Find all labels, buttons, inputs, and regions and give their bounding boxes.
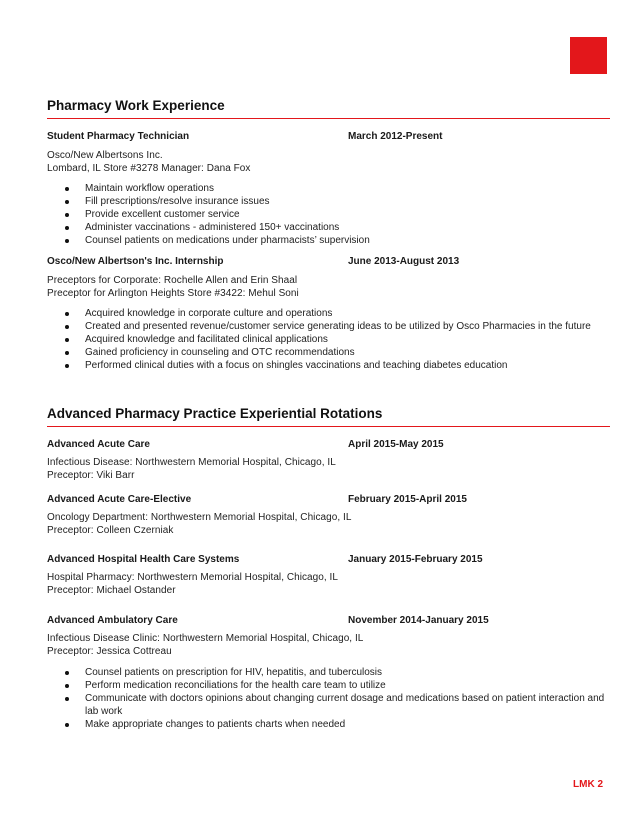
entry-header <box>47 614 610 628</box>
entry-date: June 2013-August 2013 <box>348 256 460 267</box>
bullet-icon <box>65 697 69 701</box>
entry-acute-care-elective <box>47 493 610 537</box>
entry-student-pharmacy-technician <box>47 130 610 247</box>
decorative-red-square <box>570 37 607 74</box>
bullet-icon <box>65 226 69 230</box>
entry-header <box>47 493 610 507</box>
list-item: Administer vaccinations - administered 150+ vaccinations <box>47 221 610 234</box>
entry-line: Preceptors for Corporate: Rochelle Allen and Erin Shaal <box>47 275 298 286</box>
bullet-icon <box>65 723 69 727</box>
list-item: Gained proficiency in counseling and OTC recommendations <box>47 346 610 359</box>
bullet-list <box>47 307 610 372</box>
list-item: Counsel patients on prescription for HIV, hepatitis, and tuberculosis <box>47 666 610 679</box>
entry-line: Infectious Disease Clinic: Northwestern Memorial Hospital, Chicago, IL <box>47 633 364 644</box>
entry-line: Preceptor: Michael Ostander <box>47 585 176 596</box>
entry-role: Student Pharmacy Technician <box>47 131 190 142</box>
list-item: Counsel patients on medications under pharmacists’ supervision <box>47 234 610 247</box>
entry-header <box>47 255 610 269</box>
section-pharmacy-work-experience <box>47 97 610 119</box>
entry-ambulatory-care <box>47 614 610 731</box>
list-item: Fill prescriptions/resolve insurance issues <box>47 195 610 208</box>
entry-line: Preceptor: Jessica Cottreau <box>47 646 172 657</box>
list-item: Provide excellent customer service <box>47 208 610 221</box>
entry-date: March 2012-Present <box>348 131 443 142</box>
entry-role: Advanced Acute Care <box>47 439 150 450</box>
entry-line: Infectious Disease: Northwestern Memorial Hospital, Chicago, IL <box>47 457 336 468</box>
list-item: Perform medication reconciliations for the health care team to utilize <box>47 679 610 692</box>
section-divider <box>47 426 610 427</box>
entry-internship <box>47 255 610 372</box>
entry-header <box>47 130 610 144</box>
entry-role: Advanced Hospital Health Care Systems <box>47 554 240 565</box>
entry-date: April 2015-May 2015 <box>348 439 444 450</box>
entry-role: Advanced Acute Care-Elective <box>47 494 192 505</box>
list-item: Acquired knowledge and facilitated clinical applications <box>47 333 610 346</box>
entry-header <box>47 438 610 452</box>
list-item: Communicate with doctors opinions about changing current dosage and medications based on patient interaction and lab work <box>47 692 610 718</box>
entry-line: Preceptor for Arlington Heights Store #3422: Mehul Soni <box>47 288 299 299</box>
list-item: Maintain workflow operations <box>47 182 610 195</box>
bullet-icon <box>65 239 69 243</box>
page-number: LMK 2 <box>573 779 603 790</box>
list-item: Created and presented revenue/customer service generating ideas to be utilized by Osco Pharmacies in the future <box>47 320 610 333</box>
list-item: Acquired knowledge in corporate culture and operations <box>47 307 610 320</box>
list-item: Make appropriate changes to patients charts when needed <box>47 718 610 731</box>
entry-line: Oncology Department: Northwestern Memorial Hospital, Chicago, IL <box>47 512 352 523</box>
entry-advanced-acute-care <box>47 438 610 482</box>
entry-line: Lombard, IL Store #3278 Manager: Dana Fox <box>47 163 251 174</box>
bullet-icon <box>65 364 69 368</box>
entry-line: Hospital Pharmacy: Northwestern Memorial Hospital, Chicago, IL <box>47 572 338 583</box>
bullet-icon <box>65 187 69 191</box>
entry-date: January 2015-February 2015 <box>348 554 483 565</box>
entry-line: Osco/New Albertsons Inc. <box>47 150 163 161</box>
section-divider <box>47 118 610 119</box>
bullet-icon <box>65 213 69 217</box>
section-title: Advanced Pharmacy Practice Experiential Rotations <box>47 406 383 421</box>
bullet-icon <box>65 200 69 204</box>
entry-hospital-health-care <box>47 553 610 597</box>
entry-header <box>47 553 610 567</box>
bullet-icon <box>65 684 69 688</box>
entry-role: Advanced Ambulatory Care <box>47 615 178 626</box>
entry-line: Preceptor: Colleen Czerniak <box>47 525 174 536</box>
bullet-list <box>47 666 610 731</box>
bullet-icon <box>65 312 69 316</box>
entry-date: February 2015-April 2015 <box>348 494 467 505</box>
list-item: Performed clinical duties with a focus on shingles vaccinations and teaching diabetes education <box>47 359 610 372</box>
section-appe-rotations <box>47 405 610 427</box>
bullet-list <box>47 182 610 247</box>
bullet-icon <box>65 351 69 355</box>
bullet-icon <box>65 338 69 342</box>
section-title: Pharmacy Work Experience <box>47 98 225 113</box>
entry-role: Osco/New Albertson's Inc. Internship <box>47 256 224 267</box>
entry-date: November 2014-January 2015 <box>348 615 489 626</box>
bullet-icon <box>65 325 69 329</box>
bullet-icon <box>65 671 69 675</box>
entry-line: Preceptor: Viki Barr <box>47 470 135 481</box>
